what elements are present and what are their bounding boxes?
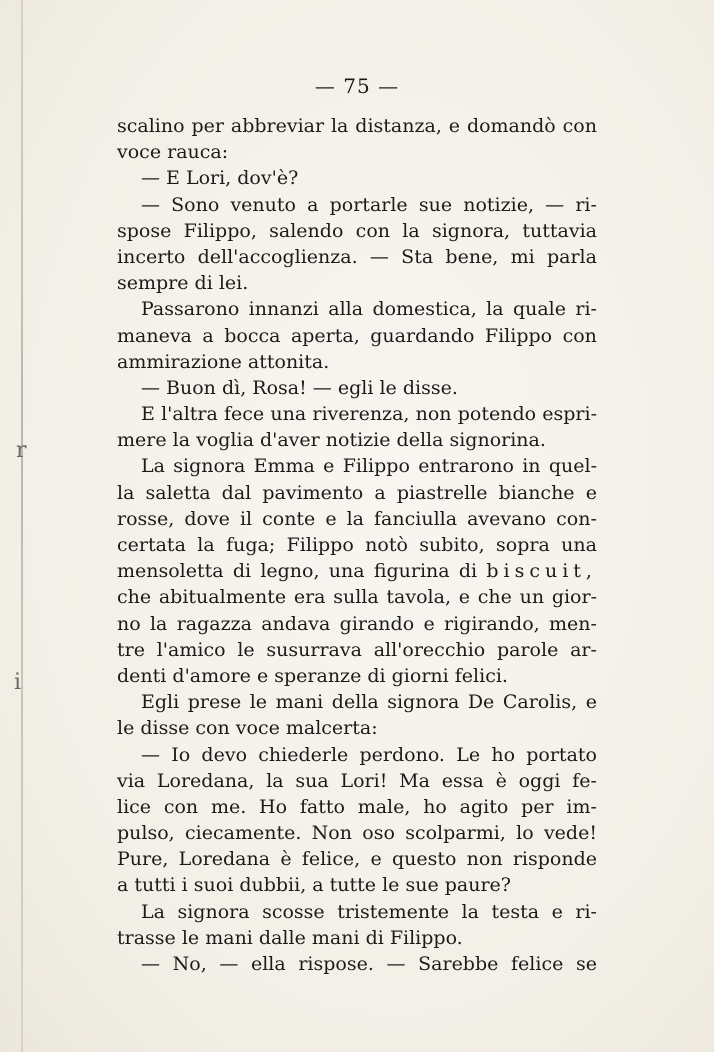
word: le xyxy=(382,874,406,897)
word: Pure, xyxy=(117,848,169,871)
word: e xyxy=(458,586,470,609)
word: sue xyxy=(405,874,445,897)
word: domestica, xyxy=(372,298,477,321)
word: me. xyxy=(210,795,247,818)
word: signora, xyxy=(431,219,511,242)
word: la xyxy=(197,534,215,556)
word: domandò xyxy=(466,115,556,137)
word: sulla xyxy=(333,586,379,609)
word: Io xyxy=(171,743,191,766)
word: oso xyxy=(362,822,395,845)
word: fece xyxy=(224,403,265,426)
word: a xyxy=(307,193,319,216)
word: malcerta: xyxy=(285,717,378,740)
word: piastrelle xyxy=(396,481,488,504)
word: scolparmi, xyxy=(405,822,506,845)
word: Sta xyxy=(401,245,434,268)
word: E xyxy=(141,403,155,426)
text-line xyxy=(117,925,597,951)
text-line xyxy=(117,375,597,401)
word: e xyxy=(325,507,337,530)
word: gior- xyxy=(551,586,597,609)
word: della xyxy=(331,691,379,714)
text-line xyxy=(117,192,597,218)
word: signora xyxy=(173,455,246,478)
page-number: — 75 — xyxy=(314,74,400,98)
word: a xyxy=(374,481,386,504)
word: bocca xyxy=(224,324,281,347)
text-line xyxy=(117,637,597,663)
word: mani xyxy=(205,926,259,949)
word: ciecamente. xyxy=(185,822,302,845)
word: e xyxy=(323,455,335,478)
word: Loredana xyxy=(178,848,271,871)
word: notizie xyxy=(325,429,397,452)
word: signora xyxy=(177,900,250,923)
text-line xyxy=(117,584,597,610)
word: scalino xyxy=(117,115,185,137)
word: all'orecchio xyxy=(373,638,486,661)
word: se xyxy=(575,953,597,975)
word: e xyxy=(256,664,275,687)
word: men- xyxy=(548,612,597,635)
word: Filippo xyxy=(484,324,553,347)
word: per xyxy=(191,115,224,137)
word: Le xyxy=(456,743,481,766)
word: Carolis, xyxy=(502,691,578,714)
word: dal xyxy=(221,481,252,504)
word: portato xyxy=(526,743,597,766)
word: rauca: xyxy=(167,141,229,164)
word: via xyxy=(117,769,146,792)
word: suoi xyxy=(193,874,240,897)
word: Emma xyxy=(253,455,315,478)
word: saletta xyxy=(145,481,211,504)
word: mani xyxy=(275,691,324,714)
text-line xyxy=(117,453,597,479)
word: di xyxy=(194,272,219,295)
word: certata xyxy=(117,534,186,556)
word: testa xyxy=(491,900,540,923)
word: e xyxy=(551,900,563,923)
word: innanzi xyxy=(248,298,319,321)
word: — xyxy=(312,376,338,399)
word: De xyxy=(467,691,495,714)
word: con xyxy=(195,717,236,740)
word: ri- xyxy=(575,193,597,216)
word: di xyxy=(232,560,252,583)
word: notizie, xyxy=(463,193,534,216)
word: di xyxy=(367,664,392,687)
word: alla xyxy=(328,298,364,321)
word: l'altra xyxy=(161,403,218,426)
word: una xyxy=(328,560,365,583)
word: la xyxy=(172,429,197,452)
word: ri- xyxy=(575,900,597,923)
word: dì, xyxy=(221,376,253,399)
text-line xyxy=(117,270,597,296)
word: è xyxy=(495,769,507,792)
word: susurrava xyxy=(266,638,362,661)
text-line xyxy=(117,663,597,689)
word: le xyxy=(249,691,268,714)
word: fanciulla xyxy=(374,507,458,530)
word: Ho xyxy=(259,795,288,818)
word: lice xyxy=(117,795,152,818)
word: Filippo, xyxy=(183,219,257,242)
word: mani xyxy=(311,926,366,949)
word: ella xyxy=(250,953,286,975)
word: non xyxy=(415,403,452,426)
word: con xyxy=(562,324,597,347)
word: per xyxy=(521,795,554,818)
word: entrarono xyxy=(418,455,514,478)
text-line xyxy=(117,899,597,925)
word: parla xyxy=(546,245,597,268)
word: rosse, xyxy=(117,507,175,530)
word: mensoletta xyxy=(117,560,224,583)
word: abbreviar xyxy=(230,115,325,137)
word: biscuit, xyxy=(486,560,597,583)
word: una xyxy=(561,534,597,556)
word: in xyxy=(522,455,541,478)
word: rispose. xyxy=(298,953,374,975)
word: ri- xyxy=(575,298,597,321)
word: Rosa! xyxy=(252,376,313,399)
word: trasse xyxy=(117,926,182,949)
word: Filippo xyxy=(286,534,354,556)
word: im- xyxy=(566,795,597,818)
word: la xyxy=(461,900,479,923)
word: tre xyxy=(117,638,145,661)
word: voce xyxy=(117,141,168,164)
word: potendo xyxy=(457,403,537,426)
word: No, xyxy=(172,953,207,975)
word: — xyxy=(141,376,167,399)
word: perdono. xyxy=(359,743,445,766)
word: conte xyxy=(262,507,316,530)
word: — xyxy=(219,953,239,975)
word: notò xyxy=(365,534,408,556)
word: fatto xyxy=(299,795,345,818)
word: spose xyxy=(117,219,172,242)
word: no xyxy=(117,612,141,635)
word: Egli xyxy=(141,691,180,714)
text-line xyxy=(117,872,597,898)
text-line xyxy=(117,820,597,846)
word: tavola, xyxy=(386,586,452,609)
text-line xyxy=(117,139,597,165)
word: dov'è? xyxy=(237,167,299,190)
word: quale xyxy=(512,298,566,321)
word: la xyxy=(346,507,364,530)
word: e xyxy=(585,691,597,714)
word: aperta, xyxy=(290,324,360,347)
word: e xyxy=(370,848,382,871)
word: a xyxy=(202,324,214,347)
word: subito, xyxy=(419,534,485,556)
word: voglia xyxy=(196,429,260,452)
word: di xyxy=(458,560,478,583)
word: della xyxy=(396,429,450,452)
word: che xyxy=(117,586,152,609)
word: la xyxy=(149,612,168,635)
word: che xyxy=(477,586,512,609)
word: i xyxy=(181,874,194,897)
word: ar- xyxy=(570,638,597,661)
word: agito xyxy=(459,795,509,818)
word: avevano xyxy=(467,507,547,530)
word: le xyxy=(379,376,403,399)
word: voce xyxy=(235,717,286,740)
word: ho xyxy=(491,743,516,766)
margin-mark: i xyxy=(14,670,22,695)
word: denti xyxy=(117,664,173,687)
word: d'aver xyxy=(259,429,326,452)
text-line xyxy=(117,951,597,977)
word: la xyxy=(402,219,420,242)
word: tristemente xyxy=(337,900,450,923)
word: venuto xyxy=(230,193,296,216)
word: bianche xyxy=(498,481,575,504)
word: La xyxy=(141,455,165,478)
word: bene, xyxy=(445,245,499,268)
word: ragazza xyxy=(176,612,252,635)
word: Lori! xyxy=(340,769,388,792)
body-text xyxy=(117,113,597,977)
word: Filippo xyxy=(342,455,410,478)
word: la xyxy=(330,115,349,137)
word: portarle xyxy=(329,193,408,216)
word: tuttavia xyxy=(522,219,597,242)
word: — xyxy=(545,193,565,216)
word: le xyxy=(181,926,206,949)
text-line xyxy=(117,296,597,322)
word: girando xyxy=(339,612,415,635)
word: lo xyxy=(516,822,534,845)
word: parole xyxy=(496,638,559,661)
text-line xyxy=(117,480,597,506)
word: maneva xyxy=(117,324,192,347)
word: giorni xyxy=(391,664,455,687)
text-line xyxy=(117,323,597,349)
word: scosse xyxy=(262,900,325,923)
word: lei. xyxy=(218,272,249,295)
word: ammirazione xyxy=(117,350,248,373)
word: dalle xyxy=(258,926,312,949)
text-line xyxy=(117,742,597,768)
word: male, xyxy=(357,795,411,818)
word: incerto xyxy=(117,245,186,268)
word: pulso, xyxy=(117,822,175,845)
word: — xyxy=(141,953,160,975)
word: felice xyxy=(511,953,564,975)
word: con xyxy=(163,795,199,818)
word: abitualmente xyxy=(158,586,287,609)
word: Sono xyxy=(171,193,220,216)
word: rigirando, xyxy=(444,612,540,635)
word: e xyxy=(585,481,597,504)
word: tutte xyxy=(329,874,383,897)
word: oggi xyxy=(518,769,561,792)
text-line xyxy=(117,689,597,715)
word: con xyxy=(562,115,597,137)
word: egli xyxy=(337,376,380,399)
word: guardando xyxy=(370,324,475,347)
word: — xyxy=(141,743,160,766)
word: distanza, xyxy=(355,115,442,137)
word: andava xyxy=(261,612,331,635)
word: le xyxy=(237,638,255,661)
word: Sarebbe xyxy=(418,953,499,975)
text-line xyxy=(117,768,597,794)
word: — xyxy=(141,193,160,216)
word: — xyxy=(141,167,167,190)
word: e xyxy=(448,115,461,137)
word: speranze xyxy=(274,664,368,687)
word: attonita. xyxy=(247,350,330,373)
word: Buon xyxy=(166,376,222,399)
margin-mark: r xyxy=(16,438,27,463)
word: sopra xyxy=(496,534,550,556)
text-line xyxy=(117,218,597,244)
word: chiederle xyxy=(258,743,349,766)
text-line xyxy=(117,113,597,139)
word: pavimento xyxy=(262,481,364,504)
word: l'amico xyxy=(156,638,226,661)
text-line xyxy=(117,349,597,375)
word: le xyxy=(117,717,141,740)
word: felici. xyxy=(454,664,508,687)
word: sempre xyxy=(117,272,195,295)
word: — xyxy=(386,953,406,975)
word: d'amore xyxy=(172,664,257,687)
word: una xyxy=(270,403,307,426)
word: sua xyxy=(295,769,329,792)
binding-gutter xyxy=(21,0,23,1052)
word: non xyxy=(466,848,503,871)
word: fe- xyxy=(572,769,597,792)
word: con- xyxy=(556,507,597,530)
text-line xyxy=(117,558,597,584)
word: disse xyxy=(140,717,196,740)
word: a xyxy=(117,874,135,897)
word: mi xyxy=(510,245,535,268)
word: salendo xyxy=(269,219,344,242)
word: E xyxy=(166,167,186,190)
text-line xyxy=(117,506,597,532)
word: fuga; xyxy=(226,534,276,556)
text-line xyxy=(117,611,597,637)
word: dubbii, xyxy=(239,874,313,897)
word: quel- xyxy=(548,455,597,478)
word: di xyxy=(365,926,390,949)
word: essa xyxy=(441,769,484,792)
word: felice, xyxy=(301,848,361,871)
word: mere xyxy=(117,429,173,452)
word: sue xyxy=(418,193,453,216)
text-line xyxy=(117,427,597,453)
word: dove xyxy=(184,507,230,530)
word: espri- xyxy=(542,403,597,426)
word: riverenza, xyxy=(312,403,410,426)
word: a xyxy=(312,874,330,897)
word: questo xyxy=(391,848,457,871)
text-line xyxy=(117,165,597,191)
word: Lori, xyxy=(185,167,238,190)
word: disse. xyxy=(402,376,458,399)
word: vede! xyxy=(543,822,597,845)
word: figurina xyxy=(373,560,450,583)
word: Passarono xyxy=(141,298,240,321)
word: e xyxy=(423,612,435,635)
word: Ma xyxy=(399,769,430,792)
word: il xyxy=(239,507,253,530)
text-line xyxy=(117,715,597,741)
word: un xyxy=(519,586,545,609)
text-line xyxy=(117,244,597,270)
word: ho xyxy=(423,795,447,818)
word: la xyxy=(117,481,135,504)
word: Non xyxy=(311,822,352,845)
word: — xyxy=(369,245,389,268)
word: legno, xyxy=(260,560,320,583)
word: con xyxy=(355,219,390,242)
word: paure? xyxy=(444,874,511,897)
word: risponde xyxy=(512,848,597,871)
text-line xyxy=(117,401,597,427)
word: prese xyxy=(187,691,242,714)
word: la xyxy=(486,298,504,321)
word: era xyxy=(293,586,326,609)
word: La xyxy=(141,900,165,923)
word: devo xyxy=(201,743,248,766)
text-line xyxy=(117,794,597,820)
word: tutti xyxy=(134,874,182,897)
word: signora xyxy=(387,691,460,714)
word: dell'accoglienza. xyxy=(197,245,358,268)
text-line xyxy=(117,532,597,558)
word: Filippo. xyxy=(389,926,463,949)
text-line xyxy=(117,846,597,872)
word: è xyxy=(280,848,292,871)
word: la xyxy=(266,769,284,792)
word: signorina. xyxy=(449,429,546,452)
word: Loredana, xyxy=(156,769,255,792)
